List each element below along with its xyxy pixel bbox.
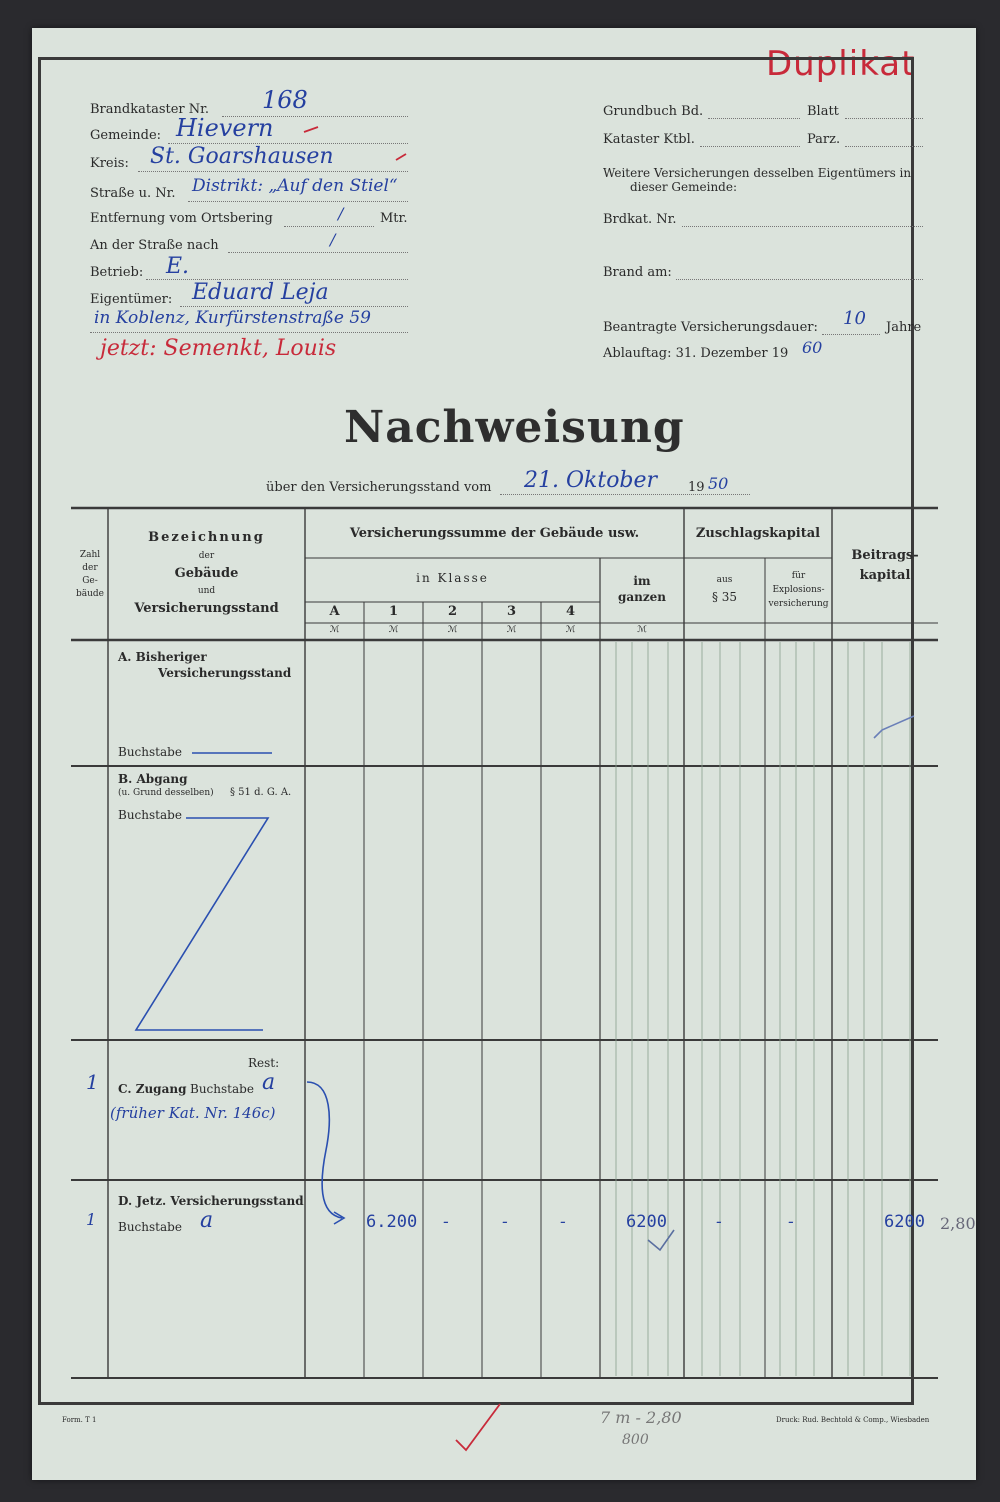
subtitle-year-prefix: 19 (688, 480, 705, 495)
d-value-klasse-a: 6.200 (366, 1212, 418, 1232)
subtitle-date: 21. Oktober (524, 468, 658, 493)
unit-2: ℳ (447, 625, 458, 635)
ablauf-value: 60 (802, 338, 823, 357)
unit-3: ℳ (506, 625, 517, 635)
ablauf-label: Ablauftag: 31. Dezember 19 (603, 346, 789, 361)
section-c-title: C. Zugang (118, 1082, 187, 1096)
unit-4: ℳ (565, 625, 576, 635)
section-c-letter: a (262, 1070, 276, 1095)
klasse-1: 1 (388, 604, 399, 619)
brand-label: Brand am: (603, 265, 672, 280)
document-title: Nachweisung (344, 402, 685, 453)
weitere-line1: Weitere Versicherungen desselben Eigentümers in (603, 166, 912, 180)
col-im: im (633, 574, 651, 588)
d-value-klasse-1: - (443, 1212, 449, 1232)
section-b-buchstabe: Buchstabe (118, 808, 182, 822)
section-d-letter: a (200, 1208, 214, 1233)
section-c-buchstabe: Buchstabe (190, 1082, 254, 1096)
col-zahl-4: bäude (76, 589, 105, 599)
col-kapital: kapital (859, 568, 911, 583)
section-a-buchstabe: Buchstabe (118, 745, 182, 759)
col-zuschlagskapital: Zuschlagskapital (695, 526, 821, 541)
section-a-title: A. Bisheriger (118, 650, 207, 664)
betrieb-label: Betrieb: (90, 265, 144, 280)
unit-1: ℳ (388, 625, 399, 635)
section-c-note: (früher Kat. Nr. 146c) (110, 1104, 276, 1122)
subtitle-year: 50 (708, 474, 729, 493)
strasse-nach-label: An der Straße nach (90, 238, 219, 253)
section-b-grund: (u. Grund desselben) (118, 788, 214, 798)
d-value-klasse-3: - (560, 1212, 566, 1232)
eigentuemer-new-owner: jetzt: Semenkt, Louis (100, 336, 337, 361)
d-value-beitragskapital: 6200 (884, 1212, 925, 1232)
kataster-label: Kataster Ktbl. (603, 132, 695, 147)
grundbuch-label: Grundbuch Bd. (603, 104, 704, 119)
col-bez-2: der (198, 551, 215, 561)
gemeinde-label: Gemeinde: (90, 128, 162, 143)
brandkataster-value: 168 (262, 86, 308, 114)
klasse-a: A (329, 604, 340, 619)
eigentuemer-label: Eigentümer: (90, 292, 173, 307)
parz-label: Parz. (807, 132, 841, 147)
unit-ganzen: ℳ (637, 625, 647, 635)
col-ganzen: ganzen (617, 590, 667, 604)
dauer-value: 10 (843, 308, 866, 329)
section-d-zahl: 1 (86, 1210, 97, 1229)
klasse-4: 4 (565, 604, 576, 619)
entfernung-label: Entfernung vom Ortsbering (90, 211, 273, 226)
duplikat-stamp: Duplikat (766, 44, 916, 84)
col-bez-5: Versicherungsstand (134, 601, 279, 616)
form-number: Form. T 1 (62, 1416, 97, 1424)
col-versicherungssumme: Versicherungssumme der Gebäude usw. (349, 526, 640, 541)
footer-note-2: 800 (622, 1432, 649, 1448)
blatt-label: Blatt (807, 104, 839, 119)
col-in-klasse: in Klasse (416, 571, 489, 585)
d-value-paragraph-35: - (716, 1212, 722, 1232)
entfernung-unit: Mtr. (380, 211, 408, 226)
entfernung-value: / (338, 204, 344, 223)
brdkat-label: Brdkat. Nr. (603, 212, 677, 227)
eigentuemer-value: Eduard Leja (192, 280, 329, 305)
col-paragraph-35: § 35 (711, 590, 738, 604)
strasse-value: Distrikt: „Auf den Stiel“ (192, 176, 398, 196)
unit-a: ℳ (329, 625, 340, 635)
klasse-2: 2 (447, 604, 458, 619)
printer-credit: Druck: Rud. Bechtold & Comp., Wiesbaden (776, 1416, 930, 1424)
rest-label: Rest: (248, 1056, 280, 1070)
col-explosions: Explosions- (772, 585, 825, 595)
strasse-nach-value: / (330, 230, 336, 249)
section-c-zahl: 1 (86, 1070, 99, 1094)
dauer-unit: Jahre (886, 320, 922, 335)
col-zahl-3: Ge- (82, 576, 98, 586)
strasse-label: Straße u. Nr. (90, 186, 176, 201)
section-d-buchstabe: Buchstabe (118, 1220, 182, 1234)
d-value-ganzen: 6200 (626, 1212, 667, 1232)
d-extra-value: 2,80 (940, 1214, 976, 1233)
col-bez-3: Gebäude (174, 566, 239, 581)
col-bez-4: und (197, 586, 216, 596)
col-aus: aus (716, 575, 733, 585)
betrieb-value: E. (166, 254, 190, 279)
weitere-line2: dieser Gemeinde: (630, 180, 737, 194)
kreis-label: Kreis: (90, 156, 129, 171)
klasse-3: 3 (506, 604, 517, 619)
col-bez-1: Bezeichnung (148, 530, 265, 545)
section-b-title: B. Abgang (118, 772, 188, 786)
eigentuemer-address: in Koblenz, Kurfürstenstraße 59 (94, 308, 371, 328)
col-zahl-2: der (82, 563, 98, 573)
section-b-paragraph: § 51 d. G. A. (230, 787, 292, 798)
d-value-klasse-2: - (502, 1212, 508, 1232)
section-a-subtitle: Versicherungsstand (158, 666, 292, 680)
brandkataster-label: Brandkataster Nr. (90, 102, 210, 117)
gemeinde-value: Hievern (176, 114, 274, 142)
section-d-title: D. Jetz. Versicherungsstand (118, 1194, 304, 1208)
footer-note-1: 7 m - 2,80 (600, 1408, 682, 1427)
d-value-explosion: - (788, 1212, 794, 1232)
col-versicherung: versicherung (768, 599, 829, 609)
col-beitrags: Beitrags- (851, 548, 919, 563)
kreis-value: St. Goarshausen (150, 144, 334, 169)
col-zahl-1: Zahl (79, 550, 101, 560)
subtitle-text: über den Versicherungsstand vom (266, 480, 492, 495)
dauer-label: Beantragte Versicherungsdauer: (603, 320, 818, 335)
col-fuer: für (791, 571, 806, 581)
